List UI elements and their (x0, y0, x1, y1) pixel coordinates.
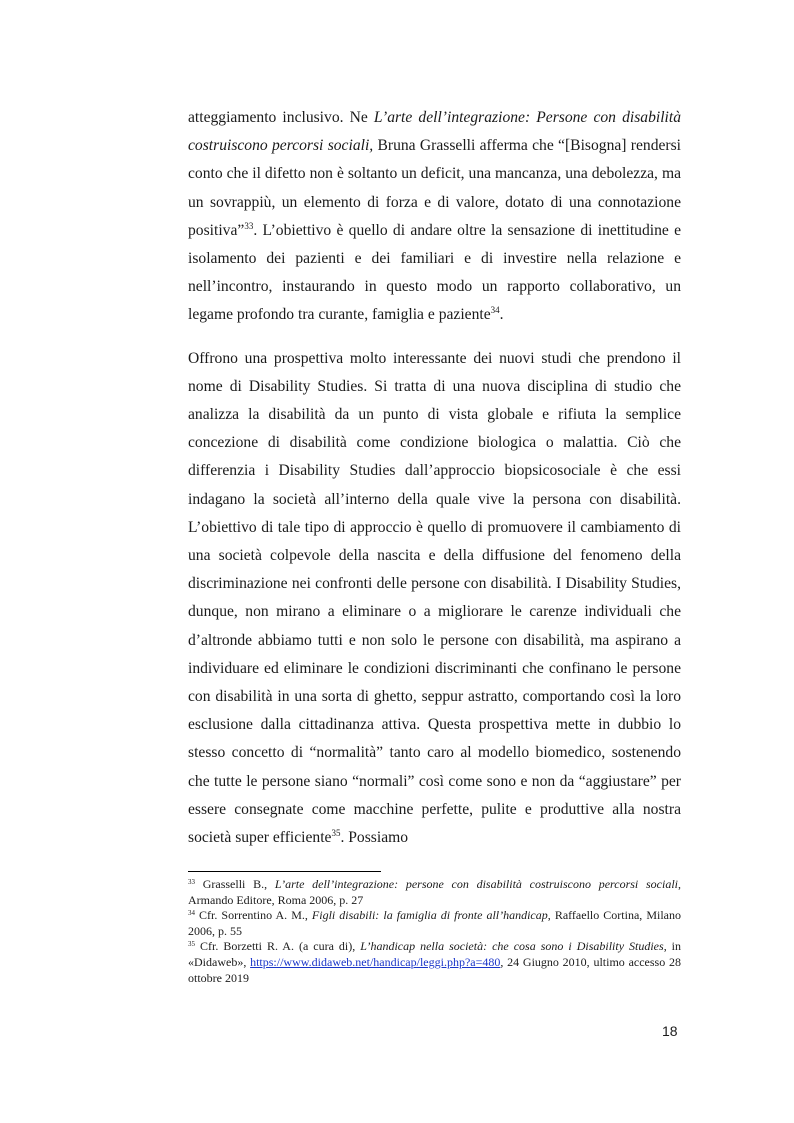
body-text (188, 104, 681, 852)
footnote-35: $^{35}$ Cfr. Borzetti R. A. (a cura di), L’handicap nella società: che cosa sono i Disability Studies, in «Didaweb», https://www.didaweb.net/handicap/leggi.php?a=480, 24 Giugno 2010, ultimo accesso 28 ottobre 2019 (188, 939, 682, 985)
footnote-33: $^{33}$ Grasselli B., L’arte dell’integrazione: persone con disabilità costruiscono percorsi sociali, Armando Editore, Roma 2006, p. 27 (188, 877, 681, 907)
didaweb-link[interactable]: https://www.didaweb.net/handicap/leggi.php?a=480 (250, 954, 501, 969)
page-number: 18 (662, 1023, 678, 1039)
book-title: L’arte dell’integrazione: Persone con disabilità costruiscono percorsi sociali, (188, 109, 681, 155)
footnote-divider (188, 871, 381, 872)
footnote-ref-33: 33 (244, 220, 254, 231)
footnote-34: $^{34}$ Cfr. Sorrentino A. M., Figli disabili: la famiglia di fronte all’handicap, Raffaello Cortina, Milano 2006, p. 55 (188, 908, 681, 938)
footnote-ref-35: 35 (331, 828, 341, 839)
footnote-ref-34: 34 (490, 305, 500, 316)
footnotes (188, 877, 681, 986)
paragraph-1: atteggiamento inclusivo. Ne L’arte dell’integrazione: Persone con disabilità costruiscono percorsi sociali, Bruna Grasselli afferma che “[Bisogna] rendersi conto che il difetto non è soltanto un deficit, una mancanza, una debolezza, ma un sovrappiù, un elemento di forza e di valore, dotato di una connotazione positiva”$^{33}$. L’obiettivo è quello di andare oltre la sensazione di inettitudine e isolamento dei pazienti e dei familiari e di investire nella relazione e nell’incontro, instaurando in questo modo un rapporto collaborativo, un legame profondo tra curante, famiglia e paziente$^{34}$. (188, 109, 682, 324)
paragraph-2: Offrono una prospettiva molto interessante dei nuovi studi che prendono il nome di Disability Studies. Si tratta di una nuova disciplina di studio che analizza la disabilità da un punto di vista globale e rifiuta la semplice concezione di disabilità come condizione biologica o malattia. Ciò che differenzia i Disability Studies dall’approccio biopsicosociale è che essi indagano la società all’interno della quale vive la persona con disabilità. L’obiettivo di tale tipo di approccio è quello di promuovere il cambiamento di una società colpevole della nascita e della diffusione del fenomeno della discriminazione nei confronti delle persone con disabilità. I Disability Studies, dunque, non mirano a eliminare o a migliorare le carenze individuali che d’altronde abbiamo tutti e non solo le persone con disabilità, ma aspirano a individuare ed eliminare le condizioni discriminanti che confinano le persone con disabilità in una sorta di ghetto, seppur astratto, comportando così la loro esclusione dalla cittadinanza attiva. Questa prospettiva mette in dubbio lo stesso concetto di “normalità” tanto caro al modello biomedico, sostenendo che tutte le persone siano “normali” così come sono e non da “aggiustare” per essere consegnate come macchine perfette, pulite e produttive alla nostra società super efficiente$^{35}$. Possiamo (188, 349, 681, 847)
